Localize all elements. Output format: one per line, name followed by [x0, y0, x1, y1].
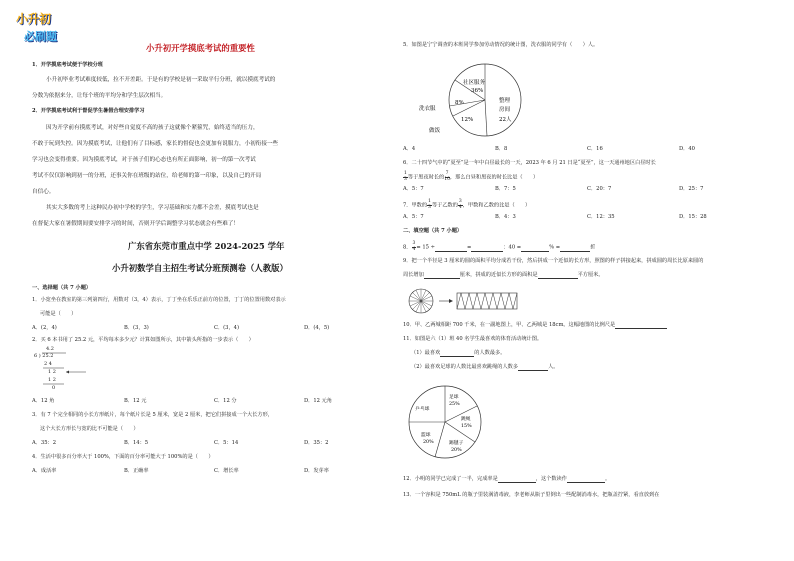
q6-fraction-b: $\frac{7}{10}$	[444, 171, 450, 182]
q1-stem-line1: 1．小宽坐在教室的第三列第四行，用数对（3，4）表示，丁丁坐在乐乐正前方的位置，丁丁的位置用数对表示	[32, 297, 286, 303]
q11-blank-2[interactable]	[518, 370, 548, 371]
q5-option-a[interactable]: A．4	[403, 146, 416, 152]
q2-remainder: 0	[52, 385, 56, 391]
intro-s1-head: 1．开学摸底考试便于学校分班	[32, 62, 104, 68]
q12-blank-2[interactable]	[567, 482, 605, 483]
intro-s2-p4: 考试不仅仅影响到初一的分班，还事关你在班级的站位，给老师的第一印象，以及自己的开局	[32, 173, 262, 179]
q11-stem: 11．如图是六（1）班 40 名学生最喜欢的体育活动统计图。	[403, 336, 543, 342]
q9-blank-2[interactable]	[538, 278, 578, 279]
q2-dividend: 6 ) 25.2	[34, 353, 54, 359]
q11-label-basket: 篮球	[421, 433, 431, 438]
q4-option-b[interactable]: B．正确率	[124, 468, 149, 474]
q3-option-d[interactable]: D．35：2	[304, 440, 329, 446]
q10-stem: 10．甲、乙两城相距 700 千米，在一副地图上，甲、乙两城是 18cm。这幅地图的比例尺是	[403, 322, 667, 329]
q13-stem: 13．一个容积是 750mL 的瓶子里装满清毒液，李老师从瓶子里倒出一些配制消毒水，把瓶盖拧紧，看直放到在	[403, 492, 660, 498]
q5-option-d[interactable]: D．40	[679, 146, 695, 152]
q6-option-b[interactable]: B．7：5	[495, 186, 516, 192]
intro-s2-p2: 不敢于玩到失控。因为摸底考试，让他们有了目标感，家长的督促也会更加有说服力，小初衔接一些	[32, 141, 279, 147]
q5-label-8: 8%	[455, 100, 464, 106]
intro-s2-head: 2．开学摸底考试利于督促学生暑假合理安排学习	[32, 108, 145, 114]
intro-s2-p5: 自信心。	[32, 189, 55, 195]
q7-fraction-a: $\frac{1}{3}$	[428, 199, 431, 210]
q2-step1: 2 4	[44, 361, 52, 367]
q5-label-room: 房间	[499, 107, 511, 113]
q11-part1: （1）最喜欢 的人数最多。	[411, 350, 506, 356]
q8-blank-2[interactable]	[471, 251, 503, 252]
q11-label-shuttle: 踢毽子	[449, 441, 464, 446]
q5-pie-chart	[419, 58, 549, 142]
q11-pie-chart	[405, 380, 525, 464]
intro-s2-p1: 因为开学前有摸底考试，对好些自觉度不高的孩子这就像个紧箍咒，始终适当的压力，	[46, 125, 259, 131]
q6-option-d[interactable]: D．25：7	[679, 186, 704, 192]
q7-option-a[interactable]: A．5：7	[403, 214, 424, 220]
q7-stem: 7．甲数的 $\frac{1}{3}$ 等于乙数的 $\frac{3}{4}$ ，甲数和乙数的比是（ ）	[403, 199, 531, 210]
q11-label-b20: 20%	[423, 440, 434, 445]
q2-option-d[interactable]: D．12 元角	[304, 398, 332, 404]
intro-s1-p2: 分数为依据来分，让每个班的平均分和学生层次相当。	[32, 93, 167, 99]
q1-option-d[interactable]: D．(4，5)	[304, 325, 330, 331]
q8-blank-4[interactable]	[560, 251, 590, 252]
q1-option-c[interactable]: C．(3，4)	[214, 325, 239, 331]
q6-option-a[interactable]: A．5：7	[403, 186, 424, 192]
q9-stem-line1: 9．把一个半径是 3 厘米的圆的面积平均分成若干份，然后拼成一个近似的长方形，照图的样子拼接起来，拼成圆的周长比原来圆的	[403, 258, 704, 264]
q5-option-b[interactable]: B．8	[495, 146, 508, 152]
q2-step2: 1 2	[48, 369, 56, 375]
q9-circle-to-rectangle-figure	[407, 286, 557, 316]
q1-option-a[interactable]: A．(2，4)	[32, 325, 57, 331]
intro-title: 小升初开学摸底考试的重要性	[146, 43, 255, 53]
q8-blank-1[interactable]	[435, 251, 467, 252]
q3-stem-line2: 这个大长方形长与宽的比不可能是（ ）	[40, 426, 139, 432]
q11-label-pingpong: 乒乓球	[415, 407, 430, 412]
q6-stem-line2: $\frac{1}{3}$ 等于黑夜时长的 $\frac{7}{10}$ ，那么白昼和黑夜的时长比是（ ）	[404, 171, 539, 182]
q2-stem: 2．买 6 本书用了 25.2 元，平均每本多少元？计算如图所示，其中箭头所指的一步表示（ ）	[32, 337, 254, 343]
q2-division-lines	[32, 346, 112, 396]
q7-option-c[interactable]: C．12：35	[587, 214, 615, 220]
q2-arrow-icon	[66, 371, 69, 374]
q7-option-b[interactable]: B．4：3	[495, 214, 516, 220]
q4-option-a[interactable]: A．成活率	[32, 468, 57, 474]
publisher-logo	[14, 8, 78, 48]
q9-blank-1[interactable]	[424, 278, 460, 279]
q3-option-c[interactable]: C．5：14	[214, 440, 239, 446]
q6-fraction-a: $\frac{1}{3}$	[404, 171, 407, 182]
q5-label-22: 22人	[499, 117, 512, 123]
q2-step3: 1 2	[48, 377, 56, 383]
exam-title-2: 小升初数学自主招生考试分班预测卷（人教版）	[112, 263, 288, 273]
q11-label-s20: 20%	[451, 448, 462, 453]
q2-quotient: 4.2	[46, 346, 54, 352]
q1-stem-line2: 可能是（ ）	[40, 311, 77, 317]
q4-stem: 4．生活中很多百分率大于 100%，下面的百分率可能大于 100%的是（ ）	[32, 454, 214, 460]
intro-s2-p3: 学习也会变得重要。因为摸底考试，对于孩子们的心态也有所正面影响，初一的第一次考试	[32, 157, 256, 163]
q3-option-b[interactable]: B．14：5	[124, 440, 149, 446]
q9-arrow-icon	[449, 299, 453, 303]
q4-option-d[interactable]: D．发芽率	[304, 468, 329, 474]
q5-stem: 5．如图是宁宁调查的本班同学参加劳动情况的统计图，洗衣服的同学有（ ）人。	[403, 42, 599, 48]
q8-fraction: $\frac{3}{4}$	[412, 241, 416, 252]
logo-line1: 小升初	[16, 12, 51, 26]
q5-label-tidy: 整理	[499, 98, 511, 104]
q3-option-a[interactable]: A．35：2	[32, 440, 57, 446]
intro-s1-p1: 小升初毕业考试难度较低，拉不开差距。于是有的学校是初一采取平行分班，就以摸底考试的	[46, 77, 276, 83]
q5-label-12: 12%	[461, 117, 474, 123]
intro-s3-p2: 在督促大家在暑假期间要安排学习的时间，否则开学后调整学习状态就会有些难了！	[32, 221, 239, 227]
q8-blank-3[interactable]	[521, 251, 549, 252]
q5-label-cook: 做饭	[429, 128, 441, 134]
q8-stem: 8． $\frac{3}{4}$ = 15 ÷ = ：40 = % = 折	[403, 241, 596, 252]
q11-blank-1[interactable]	[440, 356, 474, 357]
q9-stem-line2: 周长增加 厘米，拼成的近似长方形的面积是 平方厘米。	[403, 272, 604, 278]
section-choice-heading: 一、选择题（共 7 小题）	[32, 285, 92, 291]
logo-line2: 必刷题	[24, 30, 57, 43]
q2-option-b[interactable]: B．12 元	[124, 398, 147, 404]
section-fill-heading: 二、填空题（共 7 小题）	[403, 228, 463, 234]
exam-title-1: 广东省东莞市重点中学 2024-2025 学年	[128, 241, 285, 251]
q3-stem-line1: 3．有 7 个完全相同的小长方形纸片，每个纸片长是 5 厘米，宽是 2 厘米，把它们拼接成一个大长方形，	[32, 412, 273, 418]
intro-s3-p1: 其实大多数的考上这种民办初中学校的学生，学习基础和实力都不会差，摸底考试也是	[46, 205, 259, 211]
q12-blank-1[interactable]	[498, 482, 536, 483]
q5-label-36: 36%	[471, 88, 484, 94]
q10-blank[interactable]	[615, 328, 667, 329]
q2-option-c[interactable]: C．12 分	[214, 398, 237, 404]
q4-option-c[interactable]: C．增长率	[214, 468, 239, 474]
q7-option-d[interactable]: D．15：28	[679, 214, 707, 220]
q11-label-j15: 15%	[461, 424, 472, 429]
q11-part2: （2）最喜欢足球的人数比最喜欢跳绳的人数多 人。	[411, 364, 559, 370]
q1-option-b[interactable]: B．(3，3)	[124, 325, 149, 331]
q11-label-football: 足球	[449, 395, 459, 400]
q6-option-c[interactable]: C．20：7	[587, 186, 612, 192]
q6-stem-line1: 6．二十四节气中的“夏至”是一年中白昼最长的一天，2023 年 6 月 21 日是“夏至”，这一天通州地区白昼时长	[403, 160, 656, 166]
q2-option-a[interactable]: A．12 角	[32, 398, 55, 404]
q5-label-wash: 洗衣服	[419, 106, 436, 112]
q5-option-c[interactable]: C．16	[587, 146, 603, 152]
q12-stem: 12．小明的同学已完成了一半，完成率是 ，这个数读作 。	[403, 476, 611, 482]
q5-label-community: 社区服务	[463, 80, 486, 86]
q11-label-f25: 25%	[449, 402, 460, 407]
q7-fraction-b: $\frac{3}{4}$	[458, 199, 462, 210]
q2-long-division-figure	[32, 346, 112, 396]
q11-label-jump: 跳绳	[461, 417, 471, 422]
